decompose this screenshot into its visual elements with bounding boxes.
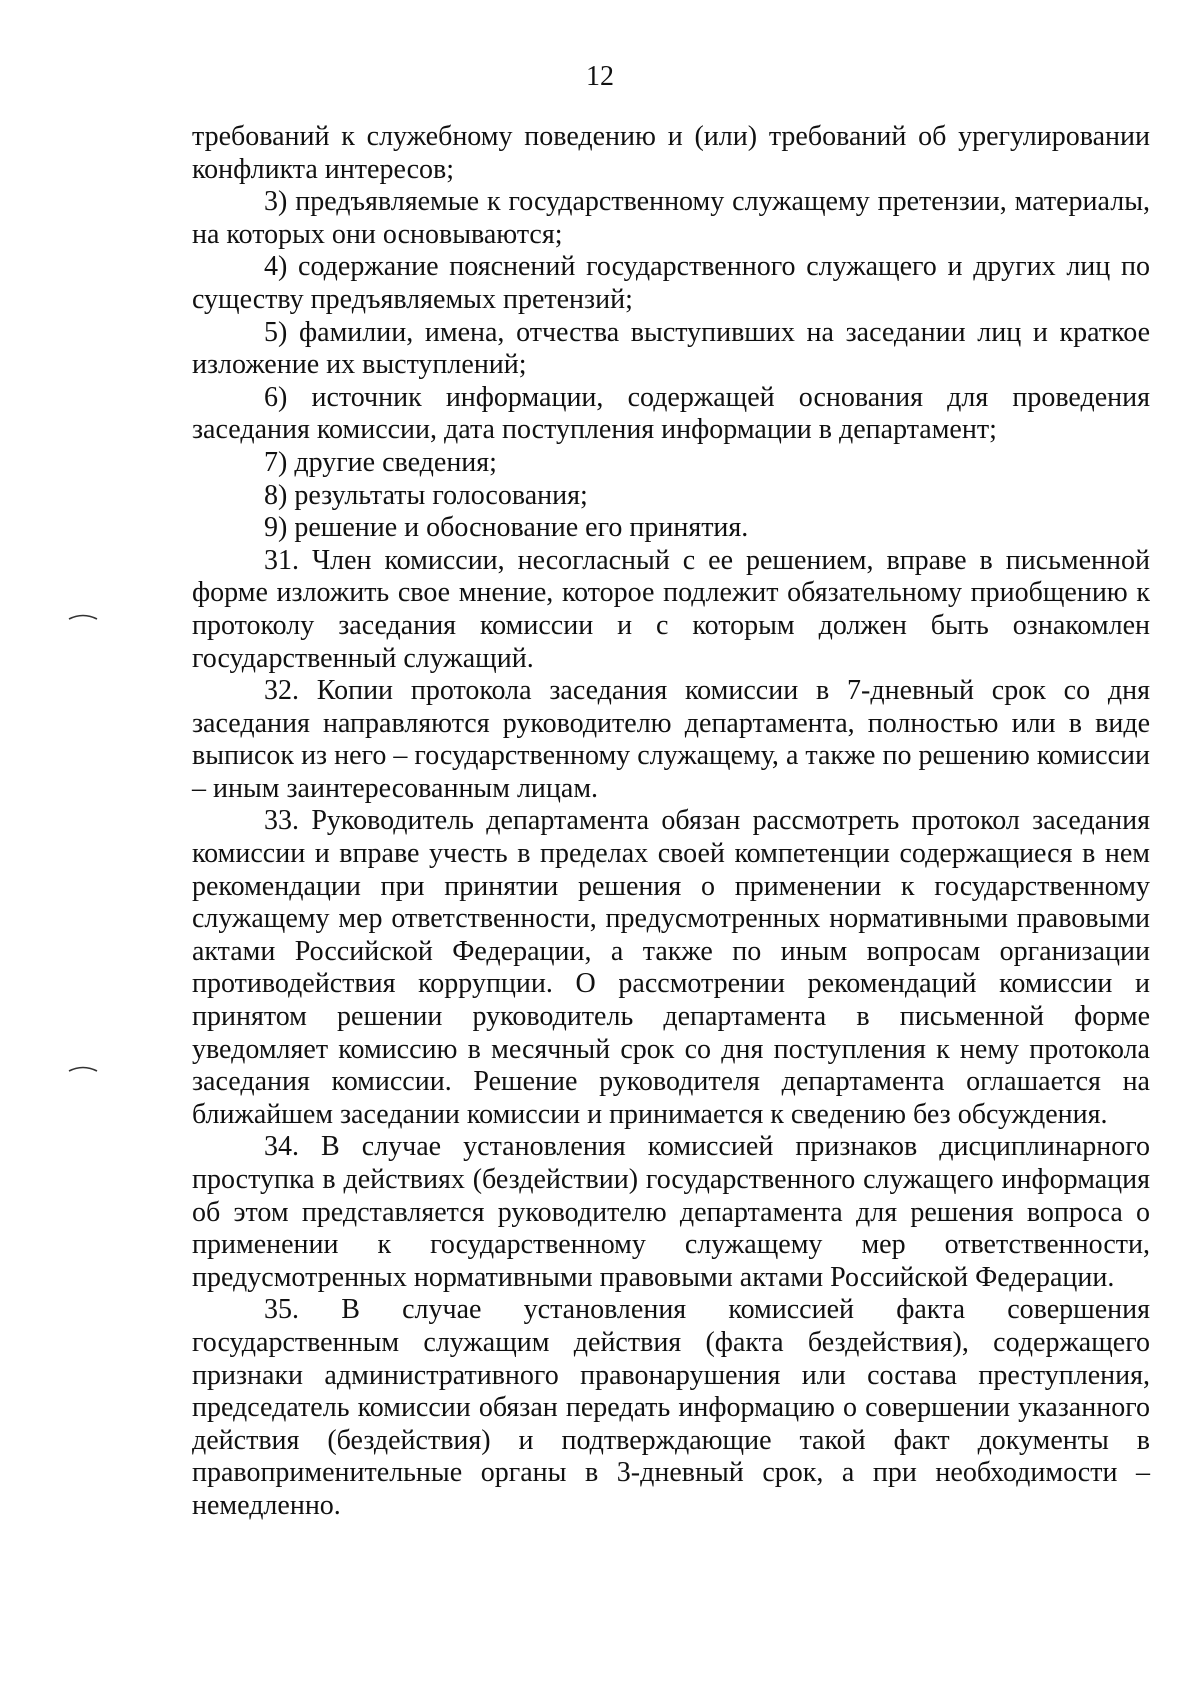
- document-body: [192, 121, 1150, 1523]
- list-item-5: 5) фамилии, имена, отчества выступивших на заседании лиц и краткое изложение их выступлений;: [192, 316, 1150, 381]
- binding-hole-mark-upper: [68, 612, 98, 620]
- clause-33: 33. Руководитель департамента обязан рассмотреть протокол заседания комиссии и вправе учесть в пределах своей компетенции содержащиеся в нем рекомендации при принятии решения о применении к государственному служащему мер ответственности, предусмотренных нормативными правовыми актами Российской Федерации, а также по иным вопросам организации противодействия коррупции. О рассмотрении рекомендаций комиссии и принятом решении руководитель департамента в письменной форме уведомляет комиссию в месячный срок со дня поступления к нему протокола заседания комиссии. Решение руководителя департамента оглашается на ближайшем заседании комиссии и принимается к сведению без обсуждения.: [192, 805, 1150, 1130]
- clause-32: 32. Копии протокола заседания комиссии в 7-дневный срок со дня заседания направляются руководителю департамента, полностью или в виде выписок из него – государственному служащему, а также по решению комиссии – иным заинтересованным лицам.: [192, 675, 1150, 804]
- list-item-8: 8) результаты голосования;: [264, 479, 588, 511]
- list-item-7: 7) другие сведения;: [264, 446, 497, 478]
- paragraph-continuation: требований к служебному поведению и (или) требований об урегулировании конфликта интересов;: [192, 121, 1150, 185]
- list-item-9: 9) решение и обоснование его принятия.: [264, 512, 749, 544]
- list-item-3: 3) предъявляемые к государственному служащему претензии, материалы, на которых они основываются;: [192, 186, 1150, 250]
- clause-35: 35. В случае установления комиссией факта совершения государственным служащим действия (факта бездействия), содержащего признаки административного правонарушения или состава преступления, председатель комиссии обязан передать информацию о совершении указанного действия (бездействия) и подтверждающие такой факт документы в правоприменительные органы в 3-дневный срок, а при необходимости – немедленно.: [192, 1294, 1150, 1521]
- binding-hole-mark-lower: [68, 1064, 98, 1072]
- list-item-6: 6) источник информации, содержащей основания для проведения заседания комиссии, дата поступления информации в департамент;: [192, 381, 1150, 446]
- clause-34: 34. В случае установления комиссией признаков дисциплинарного проступка в действиях (бездействии) государственного служащего информация об этом представляется руководителю департамента для решения вопроса о применении к государственному служащему мер ответственности, предусмотренных нормативными правовыми актами Российской Федерации.: [192, 1131, 1150, 1293]
- list-item-4: 4) содержание пояснений государственного служащего и других лиц по существу предъявляемых претензий;: [192, 251, 1150, 315]
- page-number: 12: [586, 61, 614, 92]
- clause-31: 31. Член комиссии, несогласный с ее решением, вправе в письменной форме изложить свое мнение, которое подлежит обязательному приобщению к протоколу заседания комиссии и с которым должен быть ознакомлен государственный служащий.: [192, 544, 1150, 674]
